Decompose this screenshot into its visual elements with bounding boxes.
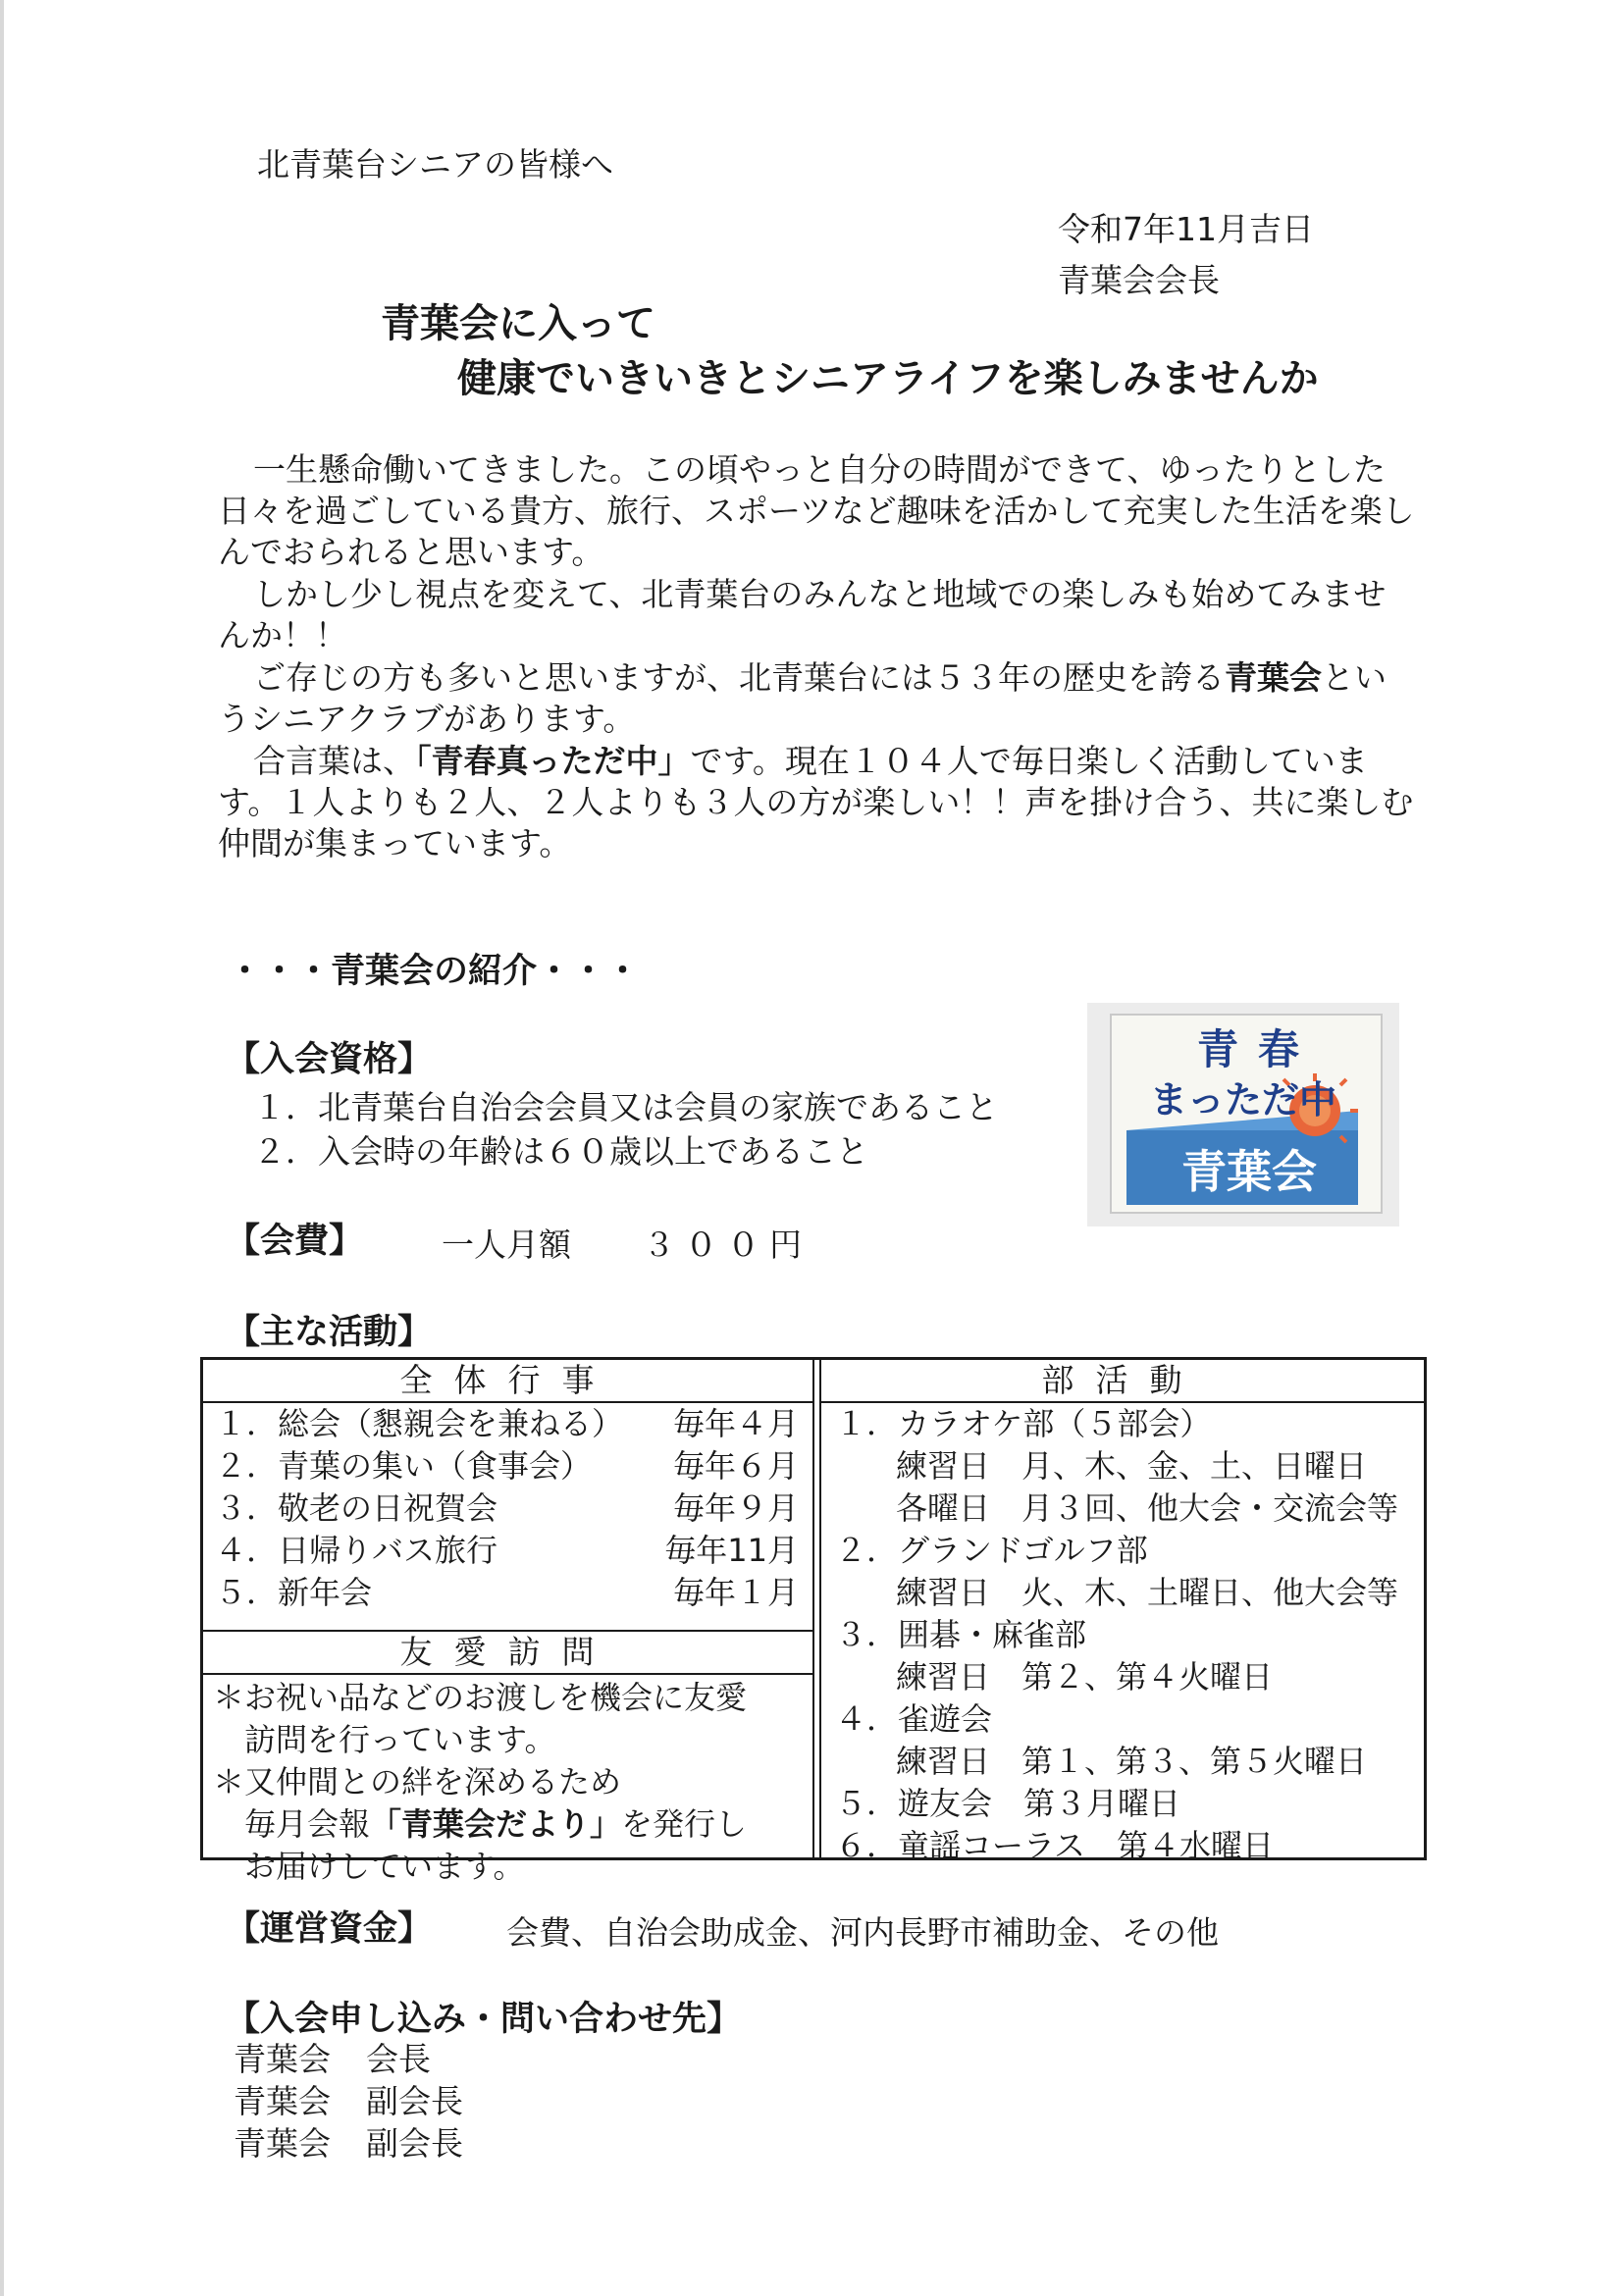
visit-header: 友愛訪問 xyxy=(203,1632,812,1675)
visit-newsletter-text: 毎月会報 xyxy=(244,1805,371,1843)
salutation: 北青葉台シニアの皆様へ xyxy=(257,145,613,183)
section-heading: ・・・青葉会の紹介・・・ xyxy=(228,952,641,991)
funding-text: 会費、自治会助成金、河内長野市補助金、その他 xyxy=(506,1913,1219,1952)
visit-column xyxy=(203,1632,814,1885)
title-line-1: 青葉会に入って xyxy=(381,301,655,346)
event-row xyxy=(215,1487,812,1530)
event-when: 毎年６月 xyxy=(672,1447,799,1485)
letter-author: 青葉会会長 xyxy=(1058,261,1220,299)
funding-label: 【運営資金】 xyxy=(226,1909,433,1949)
fee-amount: ３００円 xyxy=(643,1226,812,1264)
event-name: １．総会（懇親会を兼ねる） xyxy=(215,1405,624,1442)
clubs-header: 部活動 xyxy=(821,1360,1424,1403)
club-item: ６．童謡コーラス 第４水曜日 xyxy=(835,1827,1275,1864)
intro-paragraph-4 xyxy=(218,741,1415,864)
visit-line: お届けしています。 xyxy=(244,1848,525,1885)
event-when: 毎年11月 xyxy=(664,1532,799,1569)
event-name: ３．敬老の日祝賀会 xyxy=(215,1489,498,1527)
club-item: ３．囲碁・麻雀部 xyxy=(835,1616,1087,1653)
intro-paragraph-3 xyxy=(218,657,1415,740)
intro-p3-text: ご存じの方も多いと思いますが、北青葉台には５３年の歴史を誇る xyxy=(253,658,1225,697)
event-name: ２．青葉の集い（食事会） xyxy=(215,1447,593,1485)
contact-role: 副会長 xyxy=(366,2124,463,2163)
activities-table xyxy=(200,1357,1427,1885)
event-when: 毎年９月 xyxy=(672,1489,799,1527)
letter-date: 令和7年11月吉日 xyxy=(1058,210,1314,248)
contact-entry xyxy=(234,2118,463,2165)
club-name-emphasis: 青葉会 xyxy=(1225,658,1322,697)
intro-paragraph-2: しかし少し視点を変えて、北青葉台のみんなと地域での楽しみも始めてみませんか！！ xyxy=(218,575,1387,654)
visit-newsletter-text-end: を発行し xyxy=(621,1805,748,1843)
clubs-column xyxy=(819,1360,1424,1864)
title-line-2: 健康でいきいきとシニアライフを楽しみませんか xyxy=(457,356,1319,401)
visit-newsletter-line xyxy=(213,1803,812,1846)
club-schedule: 練習日 第１、第３、第５火曜日 xyxy=(896,1743,1368,1780)
club-item: ２．グランドゴルフ部 xyxy=(835,1532,1148,1569)
club-schedule: 練習日 月、木、金、土、日曜日 xyxy=(896,1447,1368,1485)
club-schedule: 練習日 第２、第４火曜日 xyxy=(896,1658,1274,1696)
activities-label: 【主な活動】 xyxy=(226,1313,433,1352)
logo-text-bottom: 青葉会 xyxy=(1181,1145,1317,1198)
events-column xyxy=(203,1360,814,1632)
club-schedule: 各曜日 月３回、他大会・交流会等 xyxy=(896,1489,1399,1527)
intro-p3-text-end: というシニアクラブがあります。 xyxy=(218,658,1387,738)
contact-org: 青葉会 xyxy=(234,2082,331,2120)
qualification-item: １．北青葉台自治会会員又は会員の家族であること xyxy=(253,1088,998,1126)
contact-org: 青葉会 xyxy=(234,2124,331,2163)
visit-line: ＊お祝い品などのお渡しを機会に友愛 xyxy=(213,1679,748,1716)
intro-p4-text-end: です。現在１０４人で毎日楽しく活動しています。１人よりも２人、２人よりも３人の方が楽しい！！声を掛け合う、共に楽しむ仲間が集まっています。 xyxy=(218,742,1414,862)
club-item: ５．遊友会 第３月曜日 xyxy=(835,1785,1181,1822)
event-name: ５．新年会 xyxy=(215,1574,373,1611)
contact-entry xyxy=(234,2034,431,2080)
club-logo xyxy=(1087,1003,1399,1226)
event-when: 毎年１月 xyxy=(672,1574,799,1611)
fee-text: 一人月額 xyxy=(442,1226,571,1264)
event-when: 毎年４月 xyxy=(672,1405,799,1442)
event-row xyxy=(215,1572,812,1614)
event-name: ４．日帰りバス旅行 xyxy=(215,1532,498,1569)
contact-label: 【入会申し込み・問い合わせ先】 xyxy=(226,2000,742,2039)
event-row xyxy=(215,1445,812,1487)
contact-entry xyxy=(234,2076,463,2122)
newsletter-title: 「青葉会だより」 xyxy=(370,1805,622,1843)
visit-line: 訪問を行っています。 xyxy=(244,1721,556,1758)
fee-label: 【会費】 xyxy=(226,1222,364,1261)
event-row xyxy=(215,1530,812,1572)
visit-line: ＊又仲間との絆を深めるため xyxy=(213,1763,622,1800)
qualification-label: 【入会資格】 xyxy=(226,1040,433,1079)
club-schedule: 練習日 火、木、土曜日、他大会等 xyxy=(896,1574,1399,1611)
contact-org: 青葉会 xyxy=(234,2040,331,2078)
contact-role: 会長 xyxy=(366,2040,431,2078)
qualification-item: ２．入会時の年齢は６０歳以上であること xyxy=(253,1132,868,1171)
intro-paragraph-1: 一生懸命働いてきました。この頃やっと自分の時間ができて、ゆったりとした日々を過ごしている貴方、旅行、スポーツなど趣味を活かして充実した生活を楽しんでおられると思います。 xyxy=(218,450,1415,571)
motto-emphasis: 「青春真っただ中」 xyxy=(415,742,691,780)
logo-text-mid: まっただ中 xyxy=(1150,1078,1337,1122)
event-row xyxy=(215,1403,812,1445)
intro-p4-text: 合言葉は、 xyxy=(253,742,415,780)
club-item: １．カラオケ部（５部会） xyxy=(835,1405,1212,1442)
club-item: ４．雀遊会 xyxy=(835,1700,993,1738)
page-edge xyxy=(0,0,4,2296)
contact-role: 副会長 xyxy=(366,2082,463,2120)
logo-text-top: 青春 xyxy=(1197,1025,1320,1073)
events-header: 全体行事 xyxy=(203,1360,812,1403)
intro-body xyxy=(218,449,1415,865)
